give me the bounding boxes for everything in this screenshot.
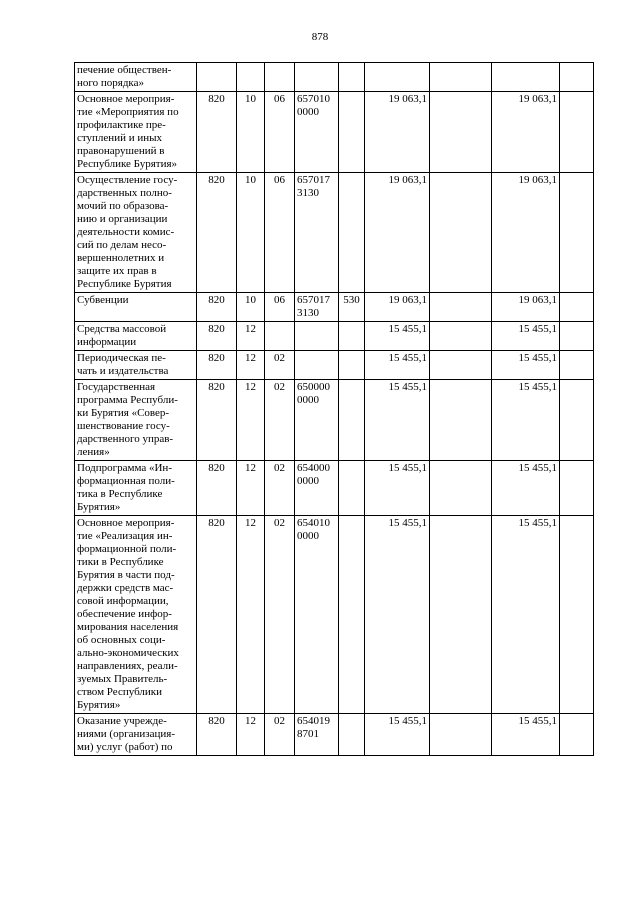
row-name-cell (75, 92, 197, 173)
grbs-cell: 820 (197, 173, 237, 293)
row-name-line: тика в Республике (77, 488, 163, 500)
sum-cell-3: 15 455,1 (492, 714, 560, 756)
vr-cell (339, 173, 365, 293)
table-row (75, 173, 594, 293)
row-name-cell (75, 380, 197, 461)
row-name-line: Государственная (77, 381, 156, 393)
row-name-line: Бурятия» (77, 699, 121, 711)
pr-cell: 02 (265, 461, 295, 516)
sum-cell-2 (430, 714, 492, 756)
sum-cell-3 (492, 63, 560, 92)
row-name-line: зуемых Правитель- (77, 673, 168, 685)
row-name-line: правонарушений в (77, 145, 165, 157)
table-row (75, 351, 594, 380)
row-name-line: печение обществен- (77, 64, 172, 76)
sum-cell-3: 15 455,1 (492, 461, 560, 516)
row-name-line: совой информации, (77, 595, 169, 607)
row-name-line: информации (77, 336, 137, 348)
table-row (75, 293, 594, 322)
page-number: 878 (311, 31, 329, 43)
sum-cell-1: 15 455,1 (365, 351, 430, 380)
rz-cell: 10 (237, 173, 265, 293)
rz-cell: 10 (237, 293, 265, 322)
sum-cell-4 (560, 63, 594, 92)
row-name-line: Подпрограмма «Ин- (77, 462, 172, 474)
csr-line: 0000 (297, 475, 319, 487)
row-name-line: тие «Мероприятия по (77, 106, 179, 118)
row-name-line: ступлений и иных (77, 132, 163, 144)
grbs-cell: 820 (197, 380, 237, 461)
sum-cell-1: 15 455,1 (365, 714, 430, 756)
row-name-line: ством Республики (77, 686, 162, 698)
sum-cell-4 (560, 322, 594, 351)
row-name-line: дарственных полно- (77, 187, 172, 199)
sum-cell-4 (560, 293, 594, 322)
row-name-line: Периодическая пе- (77, 352, 166, 364)
row-name-cell (75, 322, 197, 351)
rz-cell: 12 (237, 322, 265, 351)
sum-cell-4 (560, 173, 594, 293)
row-name-line: Бурятия в части под- (77, 569, 175, 581)
sum-cell-2 (430, 63, 492, 92)
csr-cell (295, 351, 339, 380)
pr-cell: 06 (265, 293, 295, 322)
pr-cell: 02 (265, 351, 295, 380)
csr-line: 0000 (297, 394, 319, 406)
csr-line: 657010 (297, 93, 330, 105)
row-name-line: защите их прав в (77, 265, 157, 277)
csr-line: 0000 (297, 530, 319, 542)
row-name-line: дарственного управ- (77, 433, 174, 445)
row-name-line: сий по делам несо- (77, 239, 167, 251)
csr-cell (295, 380, 339, 461)
table-row (75, 714, 594, 756)
pr-cell: 02 (265, 516, 295, 714)
row-name-line: обеспечение инфор- (77, 608, 172, 620)
row-name-line: Республике Бурятия» (77, 158, 178, 170)
row-name-line: профилактике пре- (77, 119, 166, 131)
row-name-line: нию и организации (77, 213, 168, 225)
table-row (75, 92, 594, 173)
table-row (75, 461, 594, 516)
row-name-line: Республике Бурятия (77, 278, 172, 290)
sum-cell-3: 19 063,1 (492, 173, 560, 293)
sum-cell-4 (560, 714, 594, 756)
sum-cell-2 (430, 92, 492, 173)
vr-cell (339, 461, 365, 516)
sum-cell-4 (560, 516, 594, 714)
pr-cell: 02 (265, 380, 295, 461)
pr-cell (265, 63, 295, 92)
vr-cell (339, 516, 365, 714)
pr-cell: 02 (265, 714, 295, 756)
vr-cell (339, 380, 365, 461)
vr-cell (339, 92, 365, 173)
csr-cell (295, 92, 339, 173)
csr-cell (295, 714, 339, 756)
table-row (75, 516, 594, 714)
row-name-line: Осуществление госу- (77, 174, 178, 186)
sum-cell-4 (560, 351, 594, 380)
table-row (75, 63, 594, 92)
row-name-line: Основное мероприя- (77, 93, 175, 105)
sum-cell-3: 15 455,1 (492, 322, 560, 351)
csr-line: 650000 (297, 381, 330, 393)
rz-cell: 12 (237, 461, 265, 516)
sum-cell-3: 15 455,1 (492, 351, 560, 380)
sum-cell-2 (430, 322, 492, 351)
row-name-line: ально-экономических (77, 647, 179, 659)
rz-cell: 12 (237, 380, 265, 461)
rz-cell: 12 (237, 516, 265, 714)
row-name-line: тики в Республике (77, 556, 164, 568)
csr-line: 654010 (297, 517, 330, 529)
sum-cell-4 (560, 461, 594, 516)
row-name-cell (75, 351, 197, 380)
grbs-cell: 820 (197, 351, 237, 380)
row-name-cell (75, 293, 197, 322)
row-name-line: вершеннолетних и (77, 252, 165, 264)
row-name-line: Оказание учрежде- (77, 715, 167, 727)
csr-line: 3130 (297, 187, 319, 199)
row-name-line: ки Бурятия «Совер- (77, 407, 170, 419)
pr-cell (265, 322, 295, 351)
sum-cell-3: 15 455,1 (492, 380, 560, 461)
csr-line: 0000 (297, 106, 319, 118)
row-name-line: Субвенции (77, 294, 129, 306)
csr-line: 3130 (297, 307, 319, 319)
table-row (75, 380, 594, 461)
sum-cell-1: 15 455,1 (365, 380, 430, 461)
sum-cell-2 (430, 516, 492, 714)
sum-cell-1: 19 063,1 (365, 92, 430, 173)
row-name-line: деятельности комис- (77, 226, 175, 238)
csr-cell (295, 461, 339, 516)
sum-cell-1: 15 455,1 (365, 322, 430, 351)
csr-cell (295, 322, 339, 351)
sum-cell-1: 15 455,1 (365, 461, 430, 516)
sum-cell-4 (560, 92, 594, 173)
grbs-cell: 820 (197, 516, 237, 714)
row-name-cell (75, 714, 197, 756)
row-name-line: тие «Реализация ин- (77, 530, 173, 542)
row-name-line: чать и издательства (77, 365, 169, 377)
vr-cell (339, 714, 365, 756)
sum-cell-2 (430, 461, 492, 516)
sum-cell-3: 19 063,1 (492, 293, 560, 322)
row-name-line: Бурятия» (77, 501, 121, 513)
csr-line: 654019 (297, 715, 330, 727)
vr-cell (339, 351, 365, 380)
row-name-line: об основных соци- (77, 634, 166, 646)
sum-cell-3: 19 063,1 (492, 92, 560, 173)
csr-cell (295, 63, 339, 92)
row-name-line: мирования населения (77, 621, 179, 633)
csr-line: 657017 (297, 174, 330, 186)
row-name-line: направлениях, реали- (77, 660, 178, 672)
grbs-cell: 820 (197, 92, 237, 173)
csr-cell (295, 173, 339, 293)
row-name-cell (75, 173, 197, 293)
grbs-cell (197, 63, 237, 92)
sum-cell-4 (560, 380, 594, 461)
sum-cell-2 (430, 380, 492, 461)
pr-cell: 06 (265, 92, 295, 173)
row-name-line: ления» (77, 446, 110, 458)
row-name-line: формационной поли- (77, 543, 177, 555)
grbs-cell: 820 (197, 322, 237, 351)
csr-line: 654000 (297, 462, 330, 474)
row-name-cell (75, 461, 197, 516)
csr-line: 8701 (297, 728, 319, 740)
budget-table (74, 62, 594, 756)
row-name-line: ми) услуг (работ) по (77, 741, 173, 753)
csr-cell (295, 293, 339, 322)
row-name-line: мочий по образова- (77, 200, 169, 212)
row-name-line: держки средств мас- (77, 582, 174, 594)
row-name-line: ного порядка» (77, 77, 144, 89)
grbs-cell: 820 (197, 293, 237, 322)
row-name-line: Основное мероприя- (77, 517, 175, 529)
rz-cell: 12 (237, 351, 265, 380)
row-name-line: Средства массовой (77, 323, 167, 335)
vr-cell (339, 322, 365, 351)
vr-cell: 530 (339, 293, 365, 322)
csr-line: 657017 (297, 294, 330, 306)
sum-cell-2 (430, 293, 492, 322)
vr-cell (339, 63, 365, 92)
sum-cell-3: 15 455,1 (492, 516, 560, 714)
row-name-line: шенствование госу- (77, 420, 170, 432)
grbs-cell: 820 (197, 461, 237, 516)
row-name-line: программа Республи- (77, 394, 178, 406)
rz-cell (237, 63, 265, 92)
grbs-cell: 820 (197, 714, 237, 756)
sum-cell-1 (365, 63, 430, 92)
sum-cell-2 (430, 173, 492, 293)
row-name-line: формационная поли- (77, 475, 175, 487)
rz-cell: 12 (237, 714, 265, 756)
row-name-line: ниями (организация- (77, 728, 175, 740)
table-row (75, 322, 594, 351)
budget-table-body (75, 63, 594, 756)
row-name-cell (75, 516, 197, 714)
sum-cell-1: 19 063,1 (365, 293, 430, 322)
sum-cell-1: 19 063,1 (365, 173, 430, 293)
pr-cell: 06 (265, 173, 295, 293)
csr-cell (295, 516, 339, 714)
row-name-cell (75, 63, 197, 92)
sum-cell-2 (430, 351, 492, 380)
rz-cell: 10 (237, 92, 265, 173)
sum-cell-1: 15 455,1 (365, 516, 430, 714)
